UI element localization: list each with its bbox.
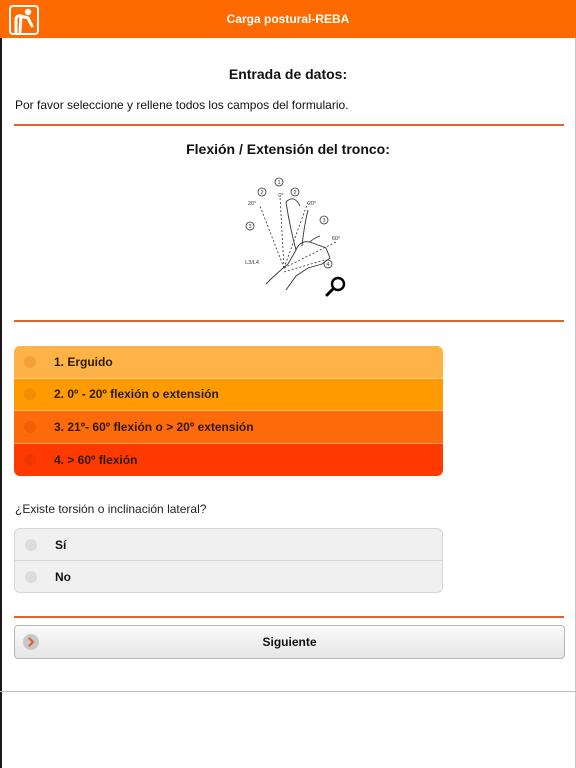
divider: [14, 124, 564, 126]
torsion-options-group: [14, 528, 443, 593]
torsion-option-yes[interactable]: [15, 529, 442, 561]
option-label: 4. > 60º flexión: [54, 452, 138, 467]
trunk-flexion-figure[interactable]: [238, 172, 350, 300]
option-label: 3. 21º- 60º flexión o > 20º extensión: [54, 419, 254, 434]
torsion-question: ¿Existe torsión o inclinación lateral?: [15, 502, 207, 516]
trunk-option-2[interactable]: [14, 379, 443, 412]
data-entry-heading: Entrada de datos:: [228, 66, 348, 82]
divider: [14, 320, 564, 322]
option-label: Sí: [55, 537, 67, 552]
figure-level: L3/L4: [245, 260, 259, 266]
magnifier-icon[interactable]: [327, 278, 344, 295]
radio-button[interactable]: [24, 356, 36, 368]
page-title: Carga postural-REBA: [226, 12, 350, 26]
figure-angle: 20°: [247, 201, 257, 207]
radio-button[interactable]: [24, 388, 36, 400]
figure-label: 3: [322, 218, 326, 224]
trunk-option-3[interactable]: [14, 411, 443, 444]
trunk-options-group: [14, 346, 443, 476]
figure-angle: 0°: [278, 193, 284, 199]
chevron-right-icon: [23, 634, 39, 650]
worker-posture-icon: [8, 4, 40, 36]
figure-label: 1: [277, 180, 281, 186]
torsion-option-no[interactable]: [15, 561, 442, 593]
window-frame-left: [0, 0, 2, 768]
figure-label: 3: [248, 224, 252, 230]
option-label: 1. Erguido: [54, 354, 113, 369]
figure-label: 4: [326, 262, 330, 268]
radio-button[interactable]: [24, 454, 36, 466]
figure-label: 2: [293, 190, 297, 196]
radio-button[interactable]: [25, 571, 37, 583]
figure-angle: 20°: [307, 201, 317, 207]
radio-button[interactable]: [24, 421, 36, 433]
radio-button[interactable]: [25, 539, 37, 551]
divider: [14, 616, 564, 618]
trunk-heading: Flexión / Extensión del tronco:: [186, 141, 390, 157]
footer-divider: [0, 691, 576, 692]
next-button[interactable]: [14, 625, 565, 659]
trunk-option-1[interactable]: [14, 346, 443, 379]
figure-angle: 60°: [331, 236, 341, 242]
figure-label: 2: [260, 190, 264, 196]
trunk-option-4[interactable]: [14, 444, 443, 477]
option-label: 2. 0º - 20º flexión o extensión: [54, 387, 219, 402]
option-label: No: [55, 570, 71, 584]
instructions-text: Por favor seleccione y rellene todos los campos del formulario.: [15, 98, 349, 112]
next-button-label: Siguiente: [262, 635, 317, 649]
app-header: [0, 0, 576, 38]
